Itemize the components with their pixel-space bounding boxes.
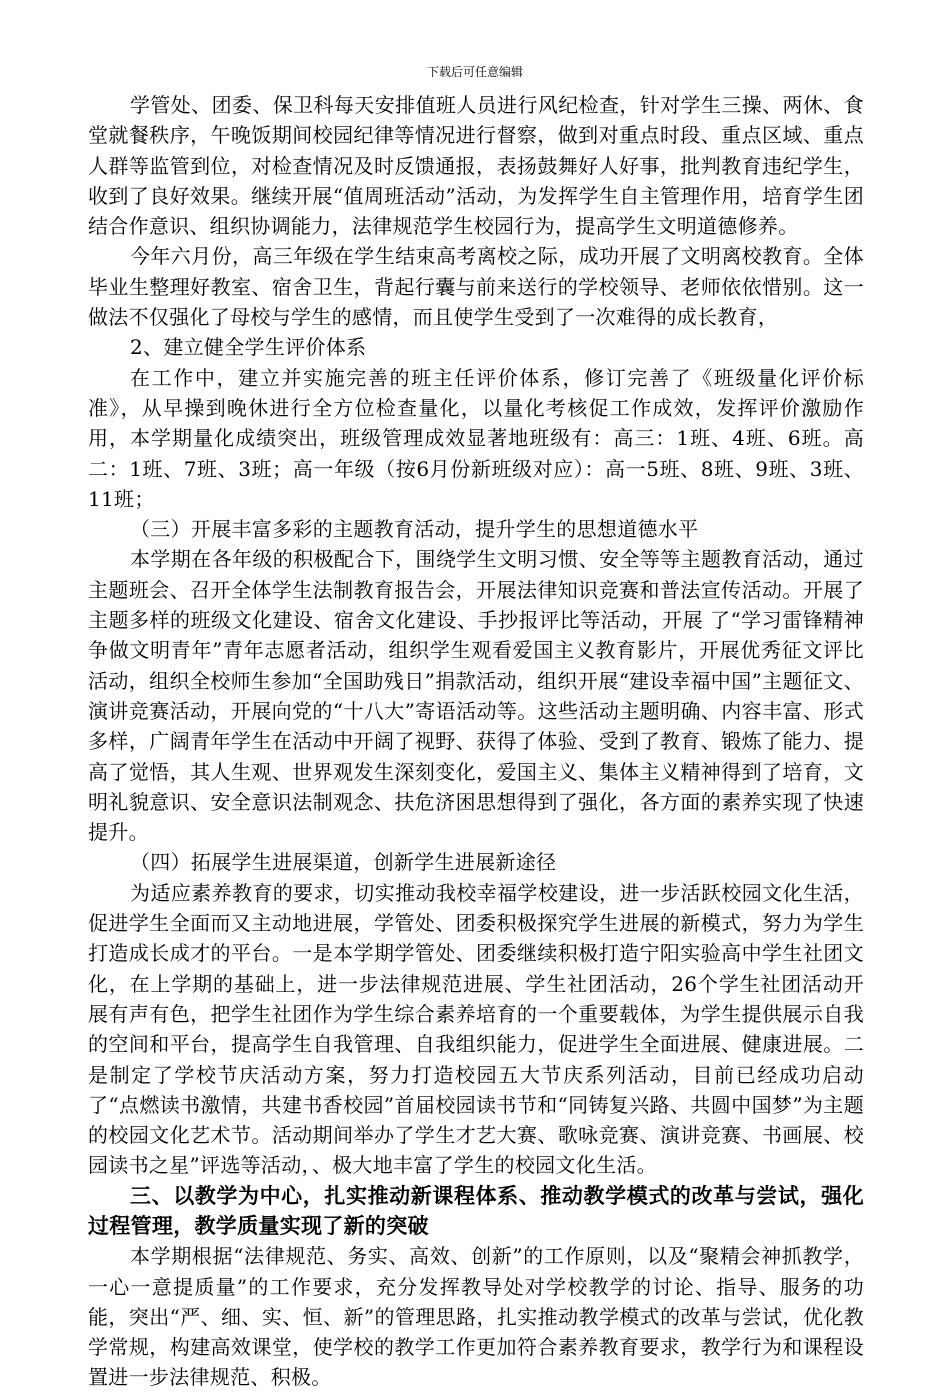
paragraph-evaluation-system: 在工作中，建立并实施完善的班主任评价体系，修订完善了《班级量化评价标准》，从早操到晚休进行全方位检查量化，以量化考核促工作成效，发挥评价激励作用，本学期量化成绩突出，班级管理成效显著地班级有：高三：1班、4班、6班。高二：1班、7班、3班；高一年级（按6月份新班级对应）：高一5班、8班、9班、3班、11班； xyxy=(88,365,864,511)
document-body xyxy=(88,90,864,1393)
heading-evaluation-system: 2、建立健全学生评价体系 xyxy=(130,335,367,360)
paragraph-theme-education: 本学期在各年级的积极配合下，围绕学生文明习惯、安全等等主题教育活动，通过主题班会、召开全体学生法制教育报告会，开展法律知识竞赛和普法宣传活动。开展了主题多样的班级文化建设、宿舍文化建设、手抄报评比等活动，开展 了“学习雷锋精神 争做文明青年”青年志愿者活动，组织学生观看爱国主义教育影片，开展优秀征文评比活动，组织全校师生参加“全国助残日”捐款活动，组织开展“建设幸福中国”主题征文、演讲竞赛活动，开展向党的“十八大”寄语活动等。这些活动主题明确、内容丰富、形式多样，广阔青年学生在活动中开阔了视野、获得了体验、受到了教育、锻炼了能力、提高了觉悟，其人生观、世界观发生深刻变化，爱国主义、集体主义精神得到了培育，文明礼貌意识、安全意识法制观念、扶危济困思想得到了强化，各方面的素养实现了快速提升。 xyxy=(88,547,864,845)
heading-theme-education: （三）开展丰富多彩的主题教育活动，提升学生的思想道德水平 xyxy=(130,517,699,542)
paragraph-teaching-reform: 本学期根据“法律规范、务实、高效、创新”的工作原则，以及“聚精会神抓教学，一心一意提质量”的工作要求，充分发挥教导处对学校教学的讨论、指导、服务的功能，突出“严、细、实、恒、新”的管理思路，扎实推动教学模式的改革与尝试，优化教学常规，构建高效课堂，使学校的教学工作更加符合素养教育要求，教学行为和课程设置进一步法律规范、积极。 xyxy=(88,1244,864,1390)
heading-teaching-reform: 三、以教学为中心，扎实推动新课程体系、推动教学模式的改革与尝试，强化过程管理，教学质量实现了新的突破 xyxy=(88,1182,864,1238)
download-note: 下载后可任意编辑 xyxy=(426,65,523,79)
paragraph-discipline-inspection: 学管处、团委、保卫科每天安排值班人员进行风纪检查，针对学生三操、两休、食堂就餐秩序，午晚饭期间校园纪律等情况进行督察，做到对重点时段、重点区域、重点人群等监管到位，对检查情况及时反馈通报，表扬鼓舞好人好事，批判教育违纪学生，收到了良好效果。继续开展“值周班活动”活动，为发挥学生自主管理作用，培育学生团结合作意识、组织协调能力，法律规范学生校园行为，提高学生文明道德修养。 xyxy=(88,93,864,239)
paragraph-graduation-education: 今年六月份，高三年级在学生结束高考离校之际，成功开展了文明离校教育。全体毕业生整理好教室、宿舍卫生，背起行囊与前来送行的学校领导、老师依依惜别。这一做法不仅强化了母校与学生的感情，而且使学生受到了一次难得的成长教育， xyxy=(88,244,864,330)
paragraph-development-channels: 为适应素养教育的要求，切实推动我校幸福学校建设，进一步活跃校园文化生活，促进学生全面而又主动地进展，学管处、团委积极探究学生进展的新模式，努力为学生打造成长成才的平台。一是本学期学管处、团委继续积极打造宁阳实验高中学生社团文化，在上学期的基础上，进一步法律规范进展、学生社团活动，26个学生社团活动开展有声有色，把学生社团作为学生综合素养培育的一个重要载体，为学生提供展示自我的空间和平台，提高学生自我管理、自我组织能力，促进学生全面进展、健康进展。二是制定了学校节庆活动方案，努力打造校园五大节庆系列活动，目前已经成功启动了“点燃读书激情，共建书香校园”首届校园读书节和“同铸复兴路、共圆中国梦”为主题的校园文化艺术节。活动期间举办了学生才艺大赛、歌咏竞赛、演讲竞赛、书画展、校园读书之星”评选等活动，、极大地丰富了学生的校园文化生活。 xyxy=(88,880,864,1178)
heading-development-channels: （四）拓展学生进展渠道，创新学生进展新途径 xyxy=(130,850,557,875)
